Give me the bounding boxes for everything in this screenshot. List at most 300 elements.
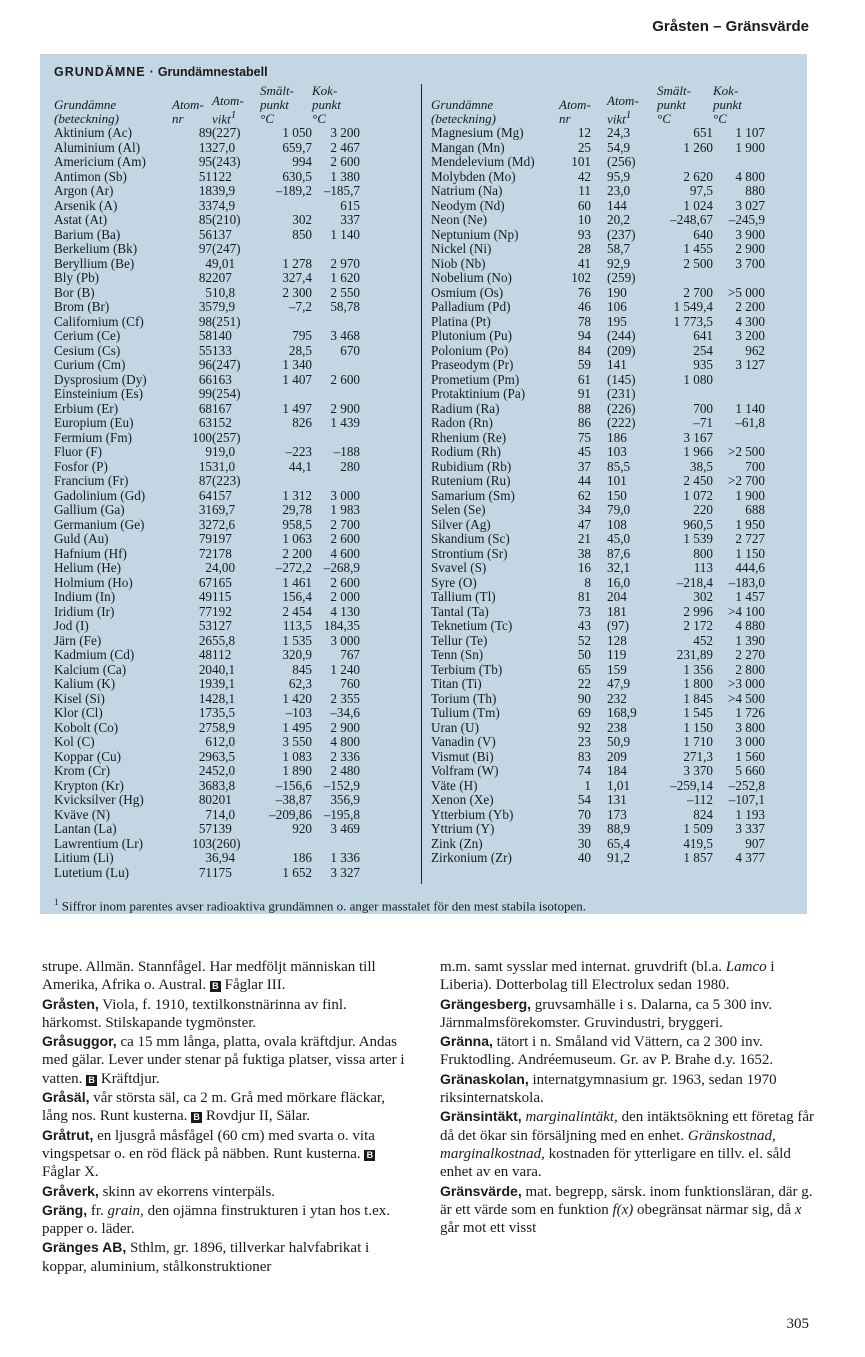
- element-name: Tallium (Tl): [431, 589, 496, 604]
- table-row: [54, 315, 360, 330]
- boiling-point: 4 600: [330, 545, 360, 561]
- atomic-weight: 69,7: [212, 502, 236, 517]
- boiling-point: 4 880: [735, 618, 765, 633]
- atomic-number: 42: [577, 168, 591, 184]
- melting-point: 302: [693, 589, 713, 604]
- atomic-number: 92: [577, 719, 591, 735]
- melting-point: 1 539: [683, 531, 713, 546]
- atomic-number: 37: [577, 458, 591, 474]
- element-name: Protaktinium (Pa): [431, 386, 526, 401]
- table-row: [54, 257, 360, 272]
- element-name: Silver (Ag): [431, 516, 491, 532]
- boiling-point: 2 000: [330, 589, 360, 604]
- header-melting-point: Smält- punkt °C: [657, 83, 691, 126]
- table-row: [431, 300, 765, 315]
- table-row: [431, 329, 765, 344]
- boiling-point: 760: [340, 676, 360, 691]
- melting-point: 62,3: [288, 676, 312, 691]
- table-row: [431, 242, 765, 257]
- atomic-weight: 6,94: [212, 850, 236, 865]
- element-name: Kalium (K): [54, 676, 116, 691]
- atomic-number: 101: [571, 154, 591, 169]
- element-name: Praseodym (Pr): [431, 357, 514, 372]
- table-row: [54, 170, 360, 185]
- atomic-number: 48: [198, 647, 212, 662]
- element-name: Kväve (N): [54, 806, 111, 822]
- atomic-number: 3: [205, 850, 212, 865]
- table-row: [54, 460, 360, 475]
- entry-text: i Liberia). Dotterbolag till Electrolux sedan 1980.: [440, 959, 775, 994]
- element-name: Osmium (Os): [431, 284, 504, 300]
- dictionary-entry: [42, 1126, 407, 1182]
- atomic-weight: 103: [607, 444, 627, 459]
- atomic-weight: 192: [212, 603, 232, 619]
- boiling-point: 4 800: [330, 734, 360, 749]
- element-name: Kalcium (Ca): [54, 661, 127, 677]
- boiling-point: 1 439: [330, 415, 360, 430]
- melting-point: 2 172: [683, 618, 713, 633]
- table-row: [54, 750, 360, 765]
- atomic-number: 82: [198, 270, 212, 285]
- atomic-weight: 197: [212, 531, 232, 546]
- melting-point: 1 495: [282, 719, 312, 735]
- table-row: [54, 590, 360, 605]
- dictionary-entry: [440, 1070, 815, 1108]
- element-name: Gadolinium (Gd): [54, 487, 146, 503]
- boiling-point: 444,6: [735, 560, 765, 575]
- element-name: Arsenik (A): [54, 197, 118, 213]
- boiling-point: –183,0: [728, 574, 765, 590]
- table-row: [431, 779, 765, 794]
- melting-point: 1 966: [683, 444, 713, 459]
- boiling-point: –268,9: [323, 560, 360, 575]
- header-boiling-point: Kok- punkt °C: [312, 83, 341, 126]
- boiling-point: 880: [745, 183, 765, 198]
- headword: Gräng,: [42, 1201, 88, 1218]
- atomic-weight: 144: [607, 197, 627, 213]
- melting-point: 327,4: [282, 270, 312, 285]
- table-row: [431, 721, 765, 736]
- melting-point: 824: [693, 806, 713, 822]
- atomic-number: 98: [198, 313, 212, 329]
- book-reference-icon: B: [364, 1150, 375, 1161]
- table-row: [54, 822, 360, 837]
- atomic-number: 34: [577, 502, 591, 517]
- atomic-number: 79: [198, 531, 212, 546]
- boiling-point: 3 468: [330, 328, 360, 343]
- element-name: Uran (U): [431, 719, 479, 735]
- atomic-weight: (223): [212, 473, 241, 488]
- atomic-weight: (251): [212, 313, 241, 329]
- element-name: Bly (Pb): [54, 270, 100, 285]
- table-header-row: [431, 81, 765, 126]
- element-name: Kadmium (Cd): [54, 647, 135, 662]
- atomic-number: 31: [198, 502, 212, 517]
- element-name: Titan (Ti): [431, 676, 482, 691]
- boiling-point: 2 467: [330, 139, 360, 155]
- element-name: Cesium (Cs): [54, 342, 121, 358]
- atomic-number: 74: [577, 763, 591, 778]
- table-row: [431, 445, 765, 460]
- melting-point: 1 083: [282, 748, 312, 764]
- table-row: [431, 126, 765, 141]
- boiling-point: 2 480: [330, 763, 360, 778]
- table-row: [431, 170, 765, 185]
- boiling-point: 280: [340, 458, 360, 474]
- atomic-weight: 12,0: [212, 734, 236, 749]
- melting-point: [260, 315, 312, 330]
- boiling-point: 1 380: [330, 168, 360, 184]
- table-row: [431, 706, 765, 721]
- melting-point: [260, 199, 312, 214]
- footnote-marker: 1: [54, 897, 59, 907]
- atomic-weight: 139: [212, 821, 232, 836]
- atomic-number: 18: [198, 183, 212, 198]
- atomic-number: 40: [577, 850, 591, 865]
- atomic-weight: 175: [212, 864, 232, 880]
- dictionary-entry: [42, 1182, 407, 1201]
- atomic-number: 50: [577, 647, 591, 662]
- atomic-number: 35: [198, 299, 212, 314]
- melting-point: 850: [292, 226, 312, 242]
- atomic-number: 61: [577, 371, 591, 387]
- headword: Grängesberg,: [440, 995, 532, 1012]
- melting-point: 2 700: [683, 284, 713, 300]
- melting-point: 1 260: [683, 139, 713, 155]
- dictionary-entry: [440, 1182, 815, 1238]
- table-row: [431, 228, 765, 243]
- melting-point: 1 356: [683, 661, 713, 677]
- boiling-point: 1 140: [330, 226, 360, 242]
- boiling-point: [312, 315, 360, 330]
- atomic-number: 85: [198, 212, 212, 227]
- melting-point: 28,5: [288, 342, 312, 358]
- element-name: Xenon (Xe): [431, 792, 494, 807]
- melting-point: 2 500: [683, 255, 713, 271]
- boiling-point: 356,9: [330, 792, 360, 807]
- atomic-number: 14: [198, 690, 212, 706]
- melting-point: –156,6: [275, 777, 312, 793]
- atomic-number: 59: [577, 357, 591, 372]
- atomic-number: 102: [571, 270, 591, 285]
- element-name: Niob (Nb): [431, 255, 486, 271]
- table-row: [54, 213, 360, 228]
- boiling-point: –34,6: [330, 705, 360, 720]
- melting-point: –209,86: [269, 806, 312, 822]
- atomic-weight: (97): [607, 618, 629, 633]
- atomic-number: 49: [198, 589, 212, 604]
- boiling-point: 1 107: [735, 125, 765, 140]
- melting-point: 1 710: [683, 734, 713, 749]
- atomic-weight: 131: [607, 792, 627, 807]
- boiling-point: >2 700: [727, 473, 765, 488]
- atomic-weight: (259): [607, 270, 636, 285]
- element-name: Rodium (Rh): [431, 444, 501, 459]
- table-row: [54, 605, 360, 620]
- atomic-weight: 23,0: [607, 183, 631, 198]
- atomic-weight: 122: [212, 168, 232, 184]
- atomic-weight: 79,9: [212, 299, 236, 314]
- boiling-point: 1 900: [735, 487, 765, 503]
- boiling-point: 962: [745, 342, 765, 358]
- melting-point: 1 652: [282, 864, 312, 880]
- headword: Gråtrut,: [42, 1126, 94, 1143]
- element-name: Holmium (Ho): [54, 574, 133, 590]
- atomic-number: 66: [198, 371, 212, 387]
- atomic-weight: (254): [212, 386, 241, 401]
- atomic-weight: (226): [607, 400, 636, 416]
- element-name: Zink (Zn): [431, 835, 483, 851]
- dictionary-entry: [440, 1032, 815, 1070]
- atomic-number: 73: [577, 603, 591, 619]
- element-name: Tantal (Ta): [431, 603, 489, 619]
- atomic-number: 36: [198, 777, 212, 793]
- melting-point: 1 497: [282, 400, 312, 416]
- table-row: [54, 692, 360, 707]
- atomic-weight: 232: [607, 690, 627, 706]
- melting-point: –103: [285, 705, 312, 720]
- entry-text: mat. begrepp, särsk. inom funktionsläran, där g. är ett värde som en funktion: [440, 1183, 813, 1218]
- header-atomic-number: Atom- nr: [172, 97, 204, 126]
- atomic-number: 30: [577, 835, 591, 851]
- table-row: [431, 155, 765, 170]
- boiling-point: [312, 431, 360, 446]
- atomic-weight: 83,8: [212, 777, 236, 793]
- melting-point: –259,14: [670, 777, 713, 793]
- table-row: [54, 141, 360, 156]
- table-row: [431, 199, 765, 214]
- element-name: Germanium (Ge): [54, 516, 145, 532]
- element-name: Aktinium (Ac): [54, 125, 133, 140]
- atomic-number: 4: [205, 255, 212, 271]
- boiling-point: 700: [745, 458, 765, 474]
- boiling-point: –245,9: [728, 212, 765, 227]
- table-row: [431, 605, 765, 620]
- boiling-point: 1 390: [735, 632, 765, 648]
- boiling-point: 1 900: [735, 139, 765, 155]
- atomic-number: 1: [584, 777, 591, 793]
- entry-text: obegränsat närmar sig, då: [633, 1201, 795, 1218]
- boiling-point: [713, 155, 765, 170]
- melting-point: [657, 387, 713, 402]
- element-name: Barium (Ba): [54, 226, 121, 242]
- melting-point: –218,4: [676, 574, 713, 590]
- atomic-number: 57: [198, 821, 212, 836]
- element-name: Jod (I): [54, 618, 89, 633]
- atomic-weight: 157: [212, 487, 232, 503]
- boiling-point: 3 000: [330, 487, 360, 503]
- element-name: Nobelium (No): [431, 270, 512, 285]
- atomic-number: 20: [198, 661, 212, 677]
- atomic-number: 12: [577, 125, 591, 140]
- entry-text: vår största säl, ca 2 m. Grå med mörkare fläckar, lång nos. Runt kusterna.: [42, 1090, 386, 1125]
- boiling-point: 1 150: [735, 545, 765, 561]
- melting-point: 651: [693, 125, 713, 140]
- boiling-point: 3 800: [735, 719, 765, 735]
- element-name: Fermium (Fm): [54, 429, 133, 445]
- boiling-point: 2 700: [330, 516, 360, 532]
- atomic-weight: 95,9: [607, 168, 631, 184]
- element-name: Guld (Au): [54, 531, 109, 546]
- melting-point: 271,3: [683, 748, 713, 764]
- dictionary-entry: [42, 958, 407, 995]
- boiling-point: [713, 387, 765, 402]
- atomic-weight: 195: [607, 313, 627, 329]
- boiling-point: [713, 373, 765, 388]
- element-name: Rubidium (Rb): [431, 458, 512, 474]
- boiling-point: >5 000: [727, 284, 765, 300]
- atomic-weight: 35,5: [212, 705, 236, 720]
- element-name: Neodym (Nd): [431, 197, 505, 213]
- boiling-point: 3 027: [735, 197, 765, 213]
- boiling-point: –152,9: [323, 777, 360, 793]
- table-row: [431, 808, 765, 823]
- atomic-number: 22: [577, 676, 591, 691]
- atomic-weight: 238: [607, 719, 627, 735]
- table-row: [54, 228, 360, 243]
- atomic-weight: 91,2: [607, 850, 631, 865]
- table-row: [54, 155, 360, 170]
- table-row: [54, 779, 360, 794]
- table-row: [54, 619, 360, 634]
- element-name: Vanadin (V): [431, 734, 496, 749]
- atomic-weight: 128: [607, 632, 627, 648]
- boiling-point: [312, 837, 360, 852]
- atomic-weight: 72,6: [212, 516, 236, 532]
- melting-point: 994: [292, 154, 312, 169]
- melting-point: [260, 474, 312, 489]
- melting-point: 2 620: [683, 168, 713, 184]
- table-row: [54, 286, 360, 301]
- atomic-number: 51: [198, 168, 212, 184]
- element-name: Teknetium (Tc): [431, 618, 513, 633]
- element-name: Samarium (Sm): [431, 487, 515, 503]
- element-name: Molybden (Mo): [431, 168, 516, 184]
- header-atomic-number: Atom- nr: [559, 97, 591, 126]
- atomic-weight: 178: [212, 545, 232, 561]
- element-name: Lawrentium (Lr): [54, 835, 143, 851]
- element-name: Kvicksilver (Hg): [54, 792, 144, 807]
- element-name: Tenn (Sn): [431, 647, 484, 662]
- footnote-text: Siffror inom parentes avser radioaktiva grundämnen o. anger masstalet för den mest stabila isotopen.: [61, 898, 587, 914]
- melting-point: 452: [693, 632, 713, 648]
- entry-text: Rovdjur II, Sälar.: [202, 1108, 311, 1125]
- entry-text: en ljusgrå måsfågel (60 cm) med svarta o. vita vingspetsar o. en röd fläck på näbben. Runt kusterna.: [42, 1127, 375, 1162]
- table-row: [431, 561, 765, 576]
- header-atomic-weight: Atom- vikt$^1$: [212, 92, 244, 126]
- table-row: [431, 663, 765, 678]
- melting-point: –248,67: [670, 212, 713, 227]
- atomic-weight: 19,0: [212, 444, 236, 459]
- table-row: [431, 692, 765, 707]
- element-name: Helium (He): [54, 560, 122, 575]
- table-row: [431, 358, 765, 373]
- boiling-point: 2 336: [330, 748, 360, 764]
- atomic-number: 52: [577, 632, 591, 648]
- element-name: Erbium (Er): [54, 400, 119, 416]
- entry-text: fr.: [87, 1202, 108, 1219]
- entry-text: Sthlm, gr. 1896, tillverkar halvfabrikat i koppar, aluminium, stålkonstruktioner: [42, 1240, 370, 1275]
- atomic-number: 26: [198, 632, 212, 648]
- atomic-number: 67: [198, 574, 212, 590]
- atomic-number: 21: [577, 531, 591, 546]
- boiling-point: 2 600: [330, 154, 360, 169]
- element-name: Mendelevium (Md): [431, 154, 535, 169]
- atomic-weight: 209: [607, 748, 627, 764]
- boiling-point: 3 337: [735, 821, 765, 836]
- atomic-weight: 52,0: [212, 763, 236, 778]
- melting-point: [657, 155, 713, 170]
- table-row: [431, 257, 765, 272]
- entry-text: tätort i n. Småland vid Vättern, ca 2 300 inv. Fruktodling. Andréemuseum. Gr. av P. Brahe d.y. 1652.: [440, 1034, 774, 1069]
- table-title-dot: ·: [149, 65, 154, 79]
- atomic-number: 27: [198, 719, 212, 735]
- table-row: [431, 634, 765, 649]
- atomic-weight: 167: [212, 400, 232, 416]
- atomic-number: 39: [577, 821, 591, 836]
- boiling-point: 3 000: [330, 632, 360, 648]
- table-row: [431, 373, 765, 388]
- atomic-number: 87: [198, 473, 212, 488]
- headword: Gränsintäkt,: [440, 1108, 522, 1125]
- boiling-point: 184,35: [323, 618, 360, 633]
- atomic-number: 68: [198, 400, 212, 416]
- melting-point: 2 200: [282, 545, 312, 561]
- table-row: [431, 590, 765, 605]
- atomic-number: 72: [198, 545, 212, 561]
- table-row: [431, 822, 765, 837]
- element-name: Beryllium (Be): [54, 255, 135, 271]
- element-name: Argon (Ar): [54, 183, 114, 198]
- atomic-number: 77: [198, 603, 212, 619]
- header-element: Grundämne (beteckning): [431, 97, 496, 126]
- table-row: [54, 431, 360, 446]
- atomic-weight: 47,9: [607, 676, 631, 691]
- melting-point: 97,5: [689, 183, 713, 198]
- table-row: [431, 576, 765, 591]
- melting-point: 1 535: [282, 632, 312, 648]
- boiling-point: 1 983: [330, 502, 360, 517]
- boiling-point: –107,1: [728, 792, 765, 807]
- boiling-point: 2 600: [330, 574, 360, 590]
- atomic-weight: (237): [607, 226, 636, 242]
- atomic-number: 32: [198, 516, 212, 532]
- atomic-weight: 201: [212, 792, 232, 807]
- italic-text: Lamco: [725, 959, 767, 975]
- melting-point: 920: [292, 821, 312, 836]
- atomic-number: 89: [198, 125, 212, 140]
- atomic-number: 41: [577, 255, 591, 271]
- table-row: [54, 518, 360, 533]
- element-name: Yttrium (Y): [431, 821, 495, 836]
- element-table-left: [54, 81, 360, 880]
- melting-point: 1 800: [683, 676, 713, 691]
- boiling-point: 3 200: [330, 125, 360, 140]
- table-row: [431, 518, 765, 533]
- melting-point: 1 545: [683, 705, 713, 720]
- table-row: [54, 648, 360, 663]
- melting-point: –7,2: [288, 299, 312, 314]
- italic-text: Gränskostnad, marginalkostnad,: [440, 1127, 776, 1162]
- boiling-point: [312, 474, 360, 489]
- melting-point: 958,5: [282, 516, 312, 532]
- atomic-weight: 63,5: [212, 748, 236, 764]
- melting-point: 1 080: [683, 371, 713, 387]
- element-name: Krypton (Kr): [54, 777, 124, 793]
- atomic-weight: (145): [607, 371, 636, 387]
- atomic-number: 19: [198, 676, 212, 691]
- atomic-weight: 173: [607, 806, 627, 822]
